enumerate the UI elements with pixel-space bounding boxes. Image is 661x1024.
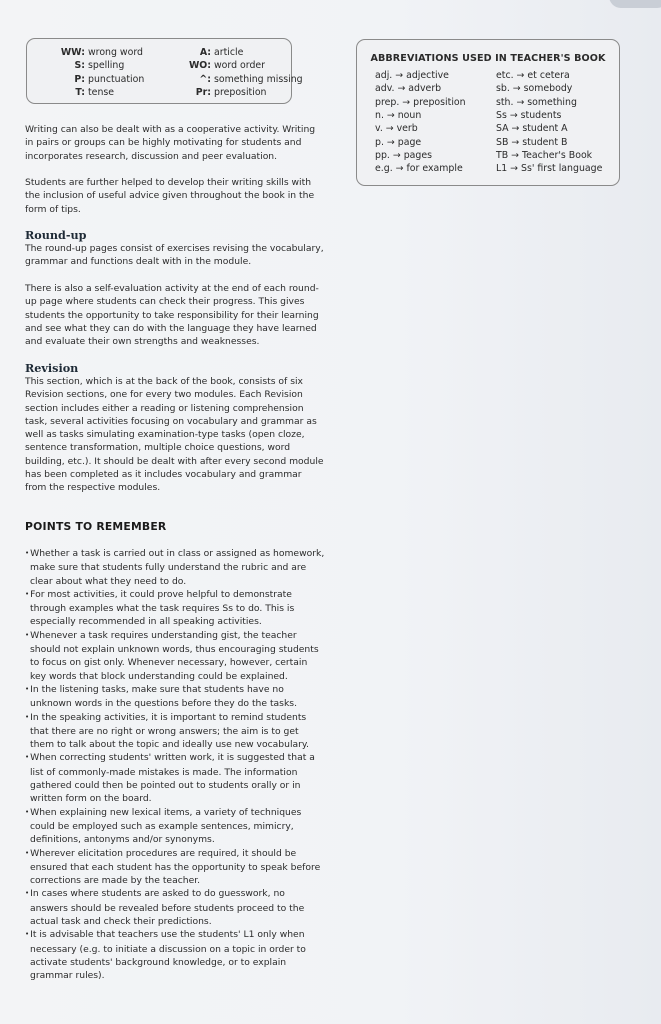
paragraph-text: Writing can also be dealt with as a cooperative activity. Writing in pairs or groups can be highly motivating for students and incorporates research, discussion and peer evaluation.: [25, 124, 316, 162]
roundup-heading: Round-up: [25, 228, 87, 242]
code-key: T:: [75, 87, 85, 99]
abbreviation-entry: Ss → students: [496, 110, 562, 122]
abbreviations-right-column: [496, 69, 602, 176]
paragraph-text: There is also a self-evaluation activity at the end of each round-up page where students can check their progress. This gives students the opportunity to take responsibility for their learning and see what they can do with the language they have learned and evaluate their own strengths and weaknesses.: [25, 283, 319, 348]
revision-heading: Revision: [25, 361, 79, 375]
revision-paragraph: [25, 375, 325, 495]
roundup-paragraph-1: [25, 242, 325, 269]
abbreviation-entry: sth. → something: [496, 96, 577, 108]
list-item: • In the speaking activities, it is important to remind students that there are no right or wrong answers; the aim is to get them to talk about the topic and ideally use new vocabulary.: [25, 711, 325, 752]
abbreviation-entry: L1 → Ss' first language: [496, 163, 603, 175]
code-value: something missing: [214, 73, 303, 85]
abbreviations-title: ABBREVIATIONS USED IN TEACHER'S BOOK: [370, 53, 606, 64]
code-key: P:: [74, 73, 85, 85]
code-entry: [159, 73, 303, 86]
abbreviations-left-column: [375, 69, 466, 176]
abbreviation-entry: etc. → et cetera: [496, 70, 570, 81]
abbreviation-entry: SA → student A: [496, 123, 568, 135]
codes-right-column: [159, 46, 303, 100]
code-entry: [35, 86, 144, 99]
correction-codes-box: [26, 38, 303, 104]
code-key: WW:: [60, 47, 85, 58]
abbreviation-entry: sb. → somebody: [496, 83, 573, 95]
list-item: • In cases where students are asked to do guesswork, no answers should be revealed before students proceed to the actual task and check their predictions.: [25, 887, 325, 928]
abbreviation-entry: adv. → adverb: [375, 83, 442, 95]
code-value: preposition: [214, 87, 267, 99]
abbreviation-entry: pp. → pages: [375, 150, 432, 162]
code-entry: [159, 86, 303, 99]
abbreviation-entry: SB → student B: [496, 136, 568, 148]
abbreviation-entry: p. → page: [375, 136, 422, 148]
code-value: wrong word: [88, 47, 143, 58]
writing-paragraph-1: [25, 123, 325, 163]
paragraph-text: This section, which is at the back of the book, consists of six Revision sections, one for every two modules. Each Revision section includes either a reading or listening comprehension task, several activities focusing on vocabulary and grammar as well as tasks simulating examination-type tasks (open cloze, sentence transformation, multiple choice questions, word building, etc.). It should be dealt with after every second module has been completed as it includes vocabulary and grammar from the respective modules.: [25, 376, 324, 494]
codes-left-column: [35, 46, 144, 100]
code-entry: [159, 59, 303, 72]
code-entry: [159, 46, 303, 59]
abbreviation-entry: TB → Teacher's Book: [496, 150, 593, 162]
code-value: word order: [214, 60, 266, 72]
code-key: ^:: [199, 73, 211, 85]
code-key: S:: [74, 60, 85, 72]
writing-paragraph-2: [25, 176, 325, 216]
list-item: • Whether a task is carried out in class or assigned as homework, make sure that students fully understand the rubric and are clear about what they need to do.: [25, 547, 325, 588]
list-item: • When correcting students' written work, it is suggested that a list of commonly-made mistakes is made. The information gathered could then be pointed out to students orally or in written form on the board.: [25, 751, 325, 805]
list-item: • For most activities, it could prove helpful to demonstrate through examples what the task requires Ss to do. This is especially recommended in all speaking activities.: [25, 588, 325, 629]
list-item: • Wherever elicitation procedures are required, it should be ensured that each student has the opportunity to speak before corrections are made by the teacher.: [25, 847, 325, 888]
list-item: • Whenever a task requires understanding gist, the teacher should not explain unknown words, thus encouraging students to focus on gist only. Whenever necessary, however, certain key words that block understanding could be explained.: [25, 629, 325, 683]
list-item: • When explaining new lexical items, a variety of techniques could be employed such as example sentences, mimicry, definitions, antonyms and/or synonyms.: [25, 806, 325, 847]
points-list: [25, 547, 325, 983]
code-entry: [35, 59, 144, 72]
points-heading: POINTS TO REMEMBER: [25, 520, 167, 533]
abbreviation-entry: n. → noun: [375, 110, 422, 122]
code-entry: [35, 46, 144, 59]
abbreviation-entry: prep. → preposition: [375, 96, 466, 108]
code-key: Pr:: [195, 87, 211, 99]
abbreviations-box: [356, 39, 620, 186]
code-value: spelling: [88, 60, 125, 72]
code-value: article: [214, 47, 244, 58]
corner-tab-decoration: [609, 0, 661, 8]
paragraph-text: Students are further helped to develop their writing skills with the inclusion of useful advice given throughout the book in the form of tips.: [25, 177, 315, 215]
code-key: A:: [199, 47, 211, 58]
code-value: punctuation: [88, 73, 145, 85]
abbreviation-entry: e.g. → for example: [375, 163, 463, 175]
code-entry: [35, 73, 144, 86]
paragraph-text: The round-up pages consist of exercises revising the vocabulary, grammar and functions dealt with in the module.: [25, 243, 324, 268]
roundup-paragraph-2: [25, 282, 325, 348]
list-item: • In the listening tasks, make sure that students have no unknown words in the questions before they do the tasks.: [25, 683, 325, 711]
code-key: WO:: [188, 60, 211, 72]
abbreviation-entry: adj. → adjective: [375, 70, 449, 81]
code-value: tense: [88, 87, 115, 99]
abbreviation-entry: v. → verb: [375, 123, 418, 135]
list-item: • It is advisable that teachers use the students' L1 only when necessary (e.g. to initiate a discussion on a topic in order to activate students' background knowledge, or to explain grammar rules).: [25, 928, 325, 982]
